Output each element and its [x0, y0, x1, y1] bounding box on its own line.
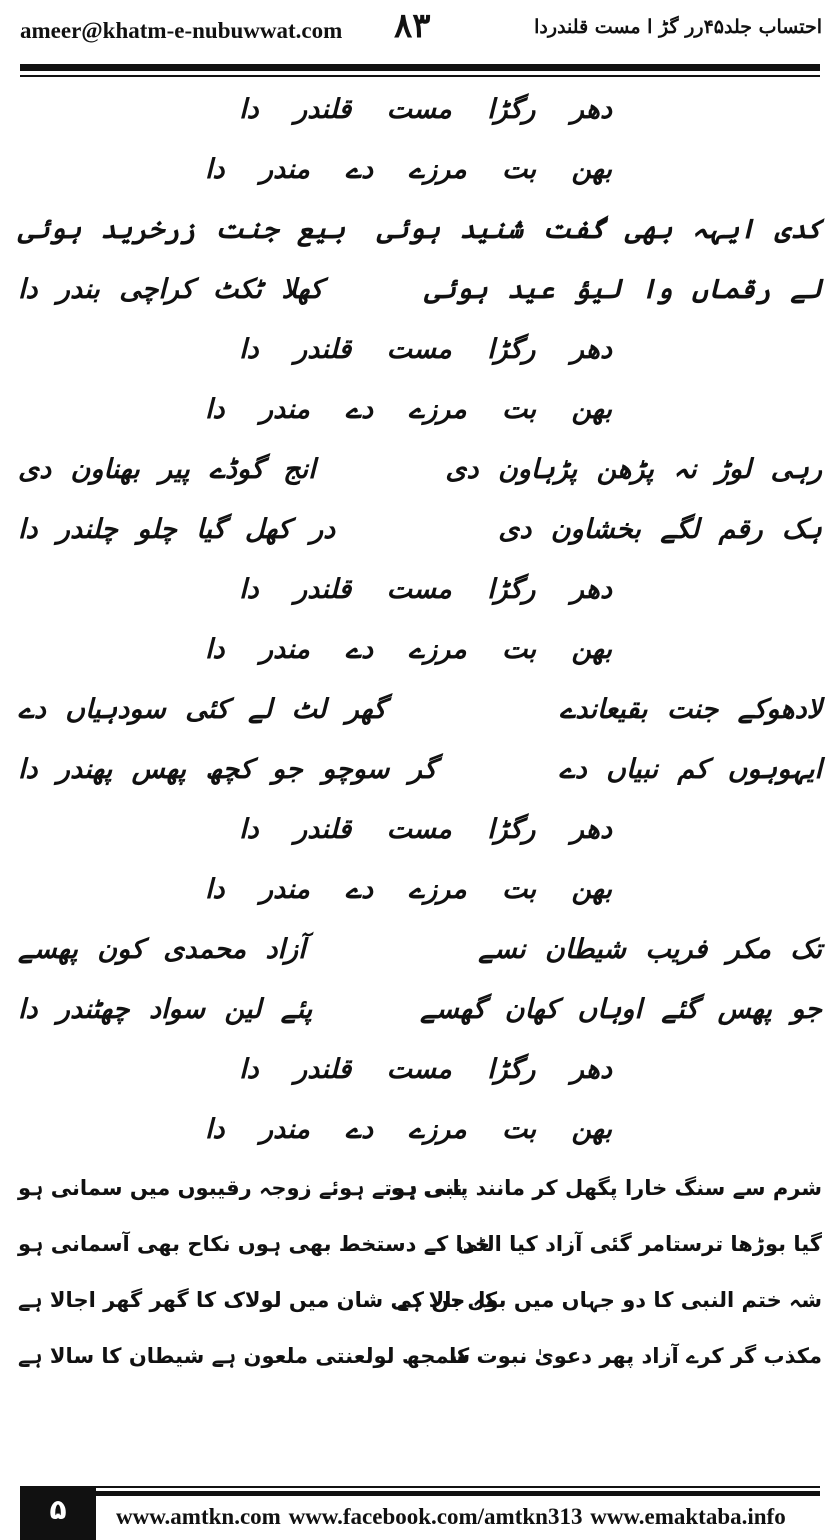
refrain-text: دھر رگڑا مست قلندر دا [239, 574, 612, 605]
ghazal-right: گیا بوڑھا ترستامر گئی آزاد کیا الٹی [456, 1232, 822, 1256]
page-header [0, 0, 840, 60]
stanza-line [18, 742, 822, 802]
refrain-text: دھر رگڑا مست قلندر دا [239, 94, 612, 125]
header-email: ameer@khatm-e-nubuwwat.com [20, 18, 343, 43]
stanza-line [18, 922, 822, 982]
verse-left: کھلا ٹکٹ کراچی بندر دا [18, 274, 323, 305]
book-title: احتساب جلد۴۵رر گڑ ا مست قلندردا [534, 16, 822, 38]
refrain-line [18, 1102, 822, 1162]
verse-right: تک مکر فریب شیطان نسے [478, 934, 822, 965]
verse-right: رہی لوڑ نہ پڑھن پڑہاون دی [445, 454, 822, 485]
ghazal-right: شہ ختم النبی کا دو جہاں میں بول بالا ہے [396, 1288, 822, 1312]
stanza-line [18, 682, 822, 742]
refrain-line [18, 622, 822, 682]
header-rule-thin [20, 75, 820, 77]
stanza-line [18, 262, 822, 322]
verse-left: بیع جنت زرخرید ہوئی [18, 214, 346, 245]
refrain-text: بھن بت مرزے دے مندر دا [205, 874, 612, 905]
refrain-text: بھن بت مرزے دے مندر دا [205, 1114, 612, 1145]
refrain-line [18, 322, 822, 382]
verse-left: گھر لٹ لے کئی سودہیاں دے [18, 694, 386, 725]
refrain-line [18, 142, 822, 202]
header-rule-thick [20, 64, 820, 71]
page-footer [20, 1480, 820, 1540]
stanza-line [18, 442, 822, 502]
refrain-line [18, 802, 822, 862]
verse-right: ہک رقم لگے بخشاون دی [498, 514, 822, 545]
ghazal-right: شرم سے سنگ خارا پگھل کر مانند پانی ہو [390, 1176, 822, 1200]
refrain-line [18, 82, 822, 142]
refrain-text: بھن بت مرزے دے مندر دا [205, 394, 612, 425]
refrain-text: بھن بت مرزے دے مندر دا [205, 634, 612, 665]
ghazal-right: مکذب گر کرے آزاد پھر دعویٰ نبوت کا [449, 1344, 822, 1368]
footer-rule [20, 1486, 820, 1488]
footer-page-badge: ۵ [20, 1486, 96, 1540]
ghazal-left: سمجھ لولعنتی ملعون ہے شیطان کا سالا ہے [18, 1344, 471, 1368]
poem-body [18, 82, 822, 1386]
ghazal-line [18, 1218, 822, 1274]
verse-left: انج گوڈے پیر بھناون دی [18, 454, 316, 485]
verse-left: پئے لین سواد چھٹندر دا [18, 994, 313, 1025]
verse-right: لادھوکے جنت بقیعاندے [559, 694, 822, 725]
refrain-text: بھن بت مرزے دے مندر دا [205, 154, 612, 185]
stanza-line [18, 982, 822, 1042]
refrain-line [18, 1042, 822, 1102]
ghazal-line [18, 1274, 822, 1330]
verse-left: گر سوچو جو کچھ پھس پھندر دا [18, 754, 437, 785]
ghazal-left: کہ جن کی شان میں لولاک کا گھر گھر اجالا ہے [18, 1288, 498, 1312]
ghazal-left: نبی ہوتے ہوئے زوجہ رقیبوں میں سمانی ہو [18, 1176, 463, 1200]
stanza-line [18, 202, 822, 262]
verse-left: آزاد محمدی کون پھسے [18, 934, 306, 965]
verse-right: کدی ایہہ بھی گفت شنید ہوئی [376, 214, 822, 245]
verse-right: لے رقماں وا لیؤ عید ہوئی [424, 274, 822, 305]
stanza-line [18, 502, 822, 562]
refrain-line [18, 382, 822, 442]
refrain-line [18, 862, 822, 922]
refrain-text: دھر رگڑا مست قلندر دا [239, 1054, 612, 1085]
footer-rule-thick [20, 1491, 820, 1496]
footer-links: www.amtkn.com www.facebook.com/amtkn313 www.emaktaba.info [116, 1504, 786, 1529]
verse-right: جو پھس گئے اوہاں کھان گھسے [420, 994, 822, 1025]
page-number: ۸۳ [394, 6, 431, 46]
ghazal-line [18, 1162, 822, 1218]
ghazal-left: خدا کے دستخط بھی ہوں نکاح بھی آسمانی ہو [18, 1232, 491, 1256]
refrain-text: دھر رگڑا مست قلندر دا [239, 814, 612, 845]
ghazal-line [18, 1330, 822, 1386]
verse-right: ایہوہوں کم نبیاں دے [558, 754, 822, 785]
verse-left: در کھل گیا چلو چلندر دا [18, 514, 336, 545]
refrain-text: دھر رگڑا مست قلندر دا [239, 334, 612, 365]
refrain-line [18, 562, 822, 622]
